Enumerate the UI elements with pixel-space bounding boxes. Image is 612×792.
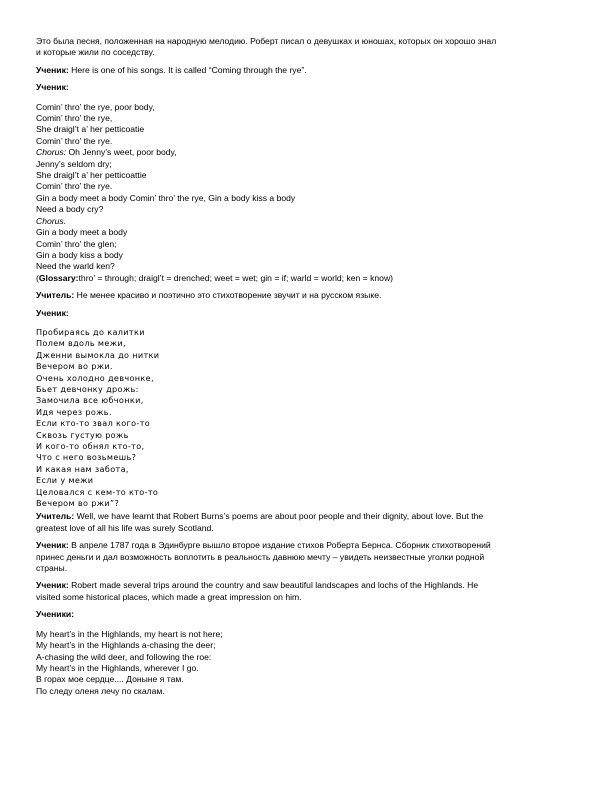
poem-line: Need the warld ken? (36, 261, 115, 272)
poem-line: Gin a body meet a body (36, 227, 128, 238)
poem-line: My heart’s in the Highlands a-chasing the deer; (36, 640, 216, 651)
speaker-label: Ученик: (36, 540, 69, 551)
poem-line: A-chasing the wild deer, and following the roe: (36, 651, 212, 662)
glossary-label: Glossary: (38, 272, 79, 283)
speech-students (36, 609, 588, 620)
speech-text: В апреле 1787 года в Эдинбурге вышло второе издание стихов Роберта Бернса. Сборник стихотворений (68, 540, 491, 551)
glossary-text: thro’ = through; draigl’t = drenched; weet = wet; gin = if; warld = world; ken = know) (78, 272, 394, 283)
poem-line: Вечером во ржи”? (36, 498, 120, 509)
poem-line: Gin a body meet a body Comin’ thro’ the rye, Gin a body kiss a body (36, 192, 296, 203)
poem-line: My heart’s in the Highlands, my heart is not here; (36, 628, 223, 639)
poem-russian-translation (36, 327, 588, 510)
poem-coming-through-the-rye (36, 102, 588, 285)
speech-teacher-2 (36, 511, 588, 534)
speaker-label: Ученик: (36, 580, 69, 591)
speaker-label: Ученик: (36, 307, 69, 318)
poem-line: Пробираясь до калитки (36, 326, 145, 337)
speech-text: Well, we have learnt that Robert Burns’s poems are about poor people and their dignity, about love. But the (74, 511, 484, 522)
poem-line: Целовался с кем-то кто-то (36, 486, 159, 497)
poem-line: Comin’ thro’ the rye, (36, 113, 113, 124)
speech-text: Robert made several trips around the country and saw beautiful landscapes and lochs of the Highlands. He (68, 580, 479, 591)
poem-line: Дженни вымокла до нитки (36, 349, 160, 360)
chorus-label: Chorus: (36, 147, 67, 158)
speaker-label: Ученик: (36, 82, 69, 93)
poem-my-hearts-in-the-highlands (36, 629, 588, 697)
speaker-label: Учитель: (36, 290, 75, 301)
speech-student-1 (36, 65, 588, 76)
intro-line: Это была песня, положенная на народную мелодию. Роберт писал о девушках и юношах, которых он хорошо знал (36, 36, 497, 46)
poem-text: Oh Jenny’s weet, poor body, (66, 147, 177, 158)
poem-line: Need a body cry? (36, 204, 104, 215)
chorus-label: Chorus. (36, 215, 67, 226)
poem-line: She draigl’t a’ her petticoattie (36, 170, 147, 181)
poem-line: Comin’ thro’ the rye. (36, 135, 113, 146)
speech-text: принес деньги и дал возможность воплотить в реальность давнюю мечту – увидеть неизвестные уголки родной (36, 551, 485, 562)
poem-line: Jenny’s seldom dry; (36, 158, 112, 169)
speech-student-2 (36, 82, 588, 93)
poem-line: Полем вдоль межи, (36, 338, 126, 349)
poem-line: Comin’ thro’ the rye, poor body, (36, 101, 155, 112)
intro-line: и которые жили по соседству. (36, 47, 155, 58)
poem-line: Идя через рожь. (36, 406, 112, 417)
poem-line: Очень холодно девчонке, (36, 372, 154, 383)
speech-text: Не менее красиво и поэтично это стихотворение звучит и на русском языке. (74, 290, 382, 301)
poem-line: Бьет девчонку дрожь: (36, 383, 139, 394)
speech-text: visited some historical places, which made a great impression on him. (36, 591, 302, 602)
poem-line (36, 147, 588, 158)
poem-line: My heart’s in the Highlands, wherever I go. (36, 662, 199, 673)
poem-line: Если кто-то звал кого-то (36, 418, 151, 429)
glossary-line: (Glossary:thro’ = through; draigl’t = drenched; weet = wet; gin = if; warld = world; ken = know) (36, 272, 394, 283)
poem-line: И какая нам забота, (36, 463, 129, 474)
poem-line: Сквозь густую рожь (36, 429, 129, 440)
poem-line: И кого-то обнял кто-то, (36, 441, 145, 451)
speech-text: страны. (36, 563, 68, 574)
speaker-label: Ученики: (36, 609, 75, 620)
poem-line: В горах мое сердце.... Доныне я там. (36, 674, 184, 685)
speech-teacher-1 (36, 290, 588, 301)
speech-student-3 (36, 308, 588, 319)
poem-line: По следу оленя лечу по скалам. (36, 685, 165, 696)
poem-line: Comin’ thro’ the rye. (36, 181, 113, 192)
poem-line: Что с него возьмешь? (36, 452, 137, 463)
speech-student-4 (36, 540, 588, 574)
speech-text: Here is one of his songs. It is called “Coming through the rye”. (68, 64, 307, 75)
poem-line: She draigl’t a’ her petticoatie (36, 124, 145, 135)
speaker-label: Ученик: (36, 64, 69, 75)
document-page (36, 36, 588, 703)
speech-student-5 (36, 580, 588, 603)
speaker-label: Учитель: (36, 511, 75, 522)
intro-paragraph (36, 36, 588, 59)
poem-line: Comin’ thro’ the glen; (36, 238, 117, 249)
poem-line: Если у межи (36, 475, 94, 486)
poem-line: Gin a body kiss a body (36, 249, 123, 260)
poem-line: Замочила все юбчонки, (36, 395, 144, 406)
poem-line: Вечером во ржи. (36, 361, 113, 372)
speech-text: greatest love of all his life was surely Scotland. (36, 522, 214, 533)
